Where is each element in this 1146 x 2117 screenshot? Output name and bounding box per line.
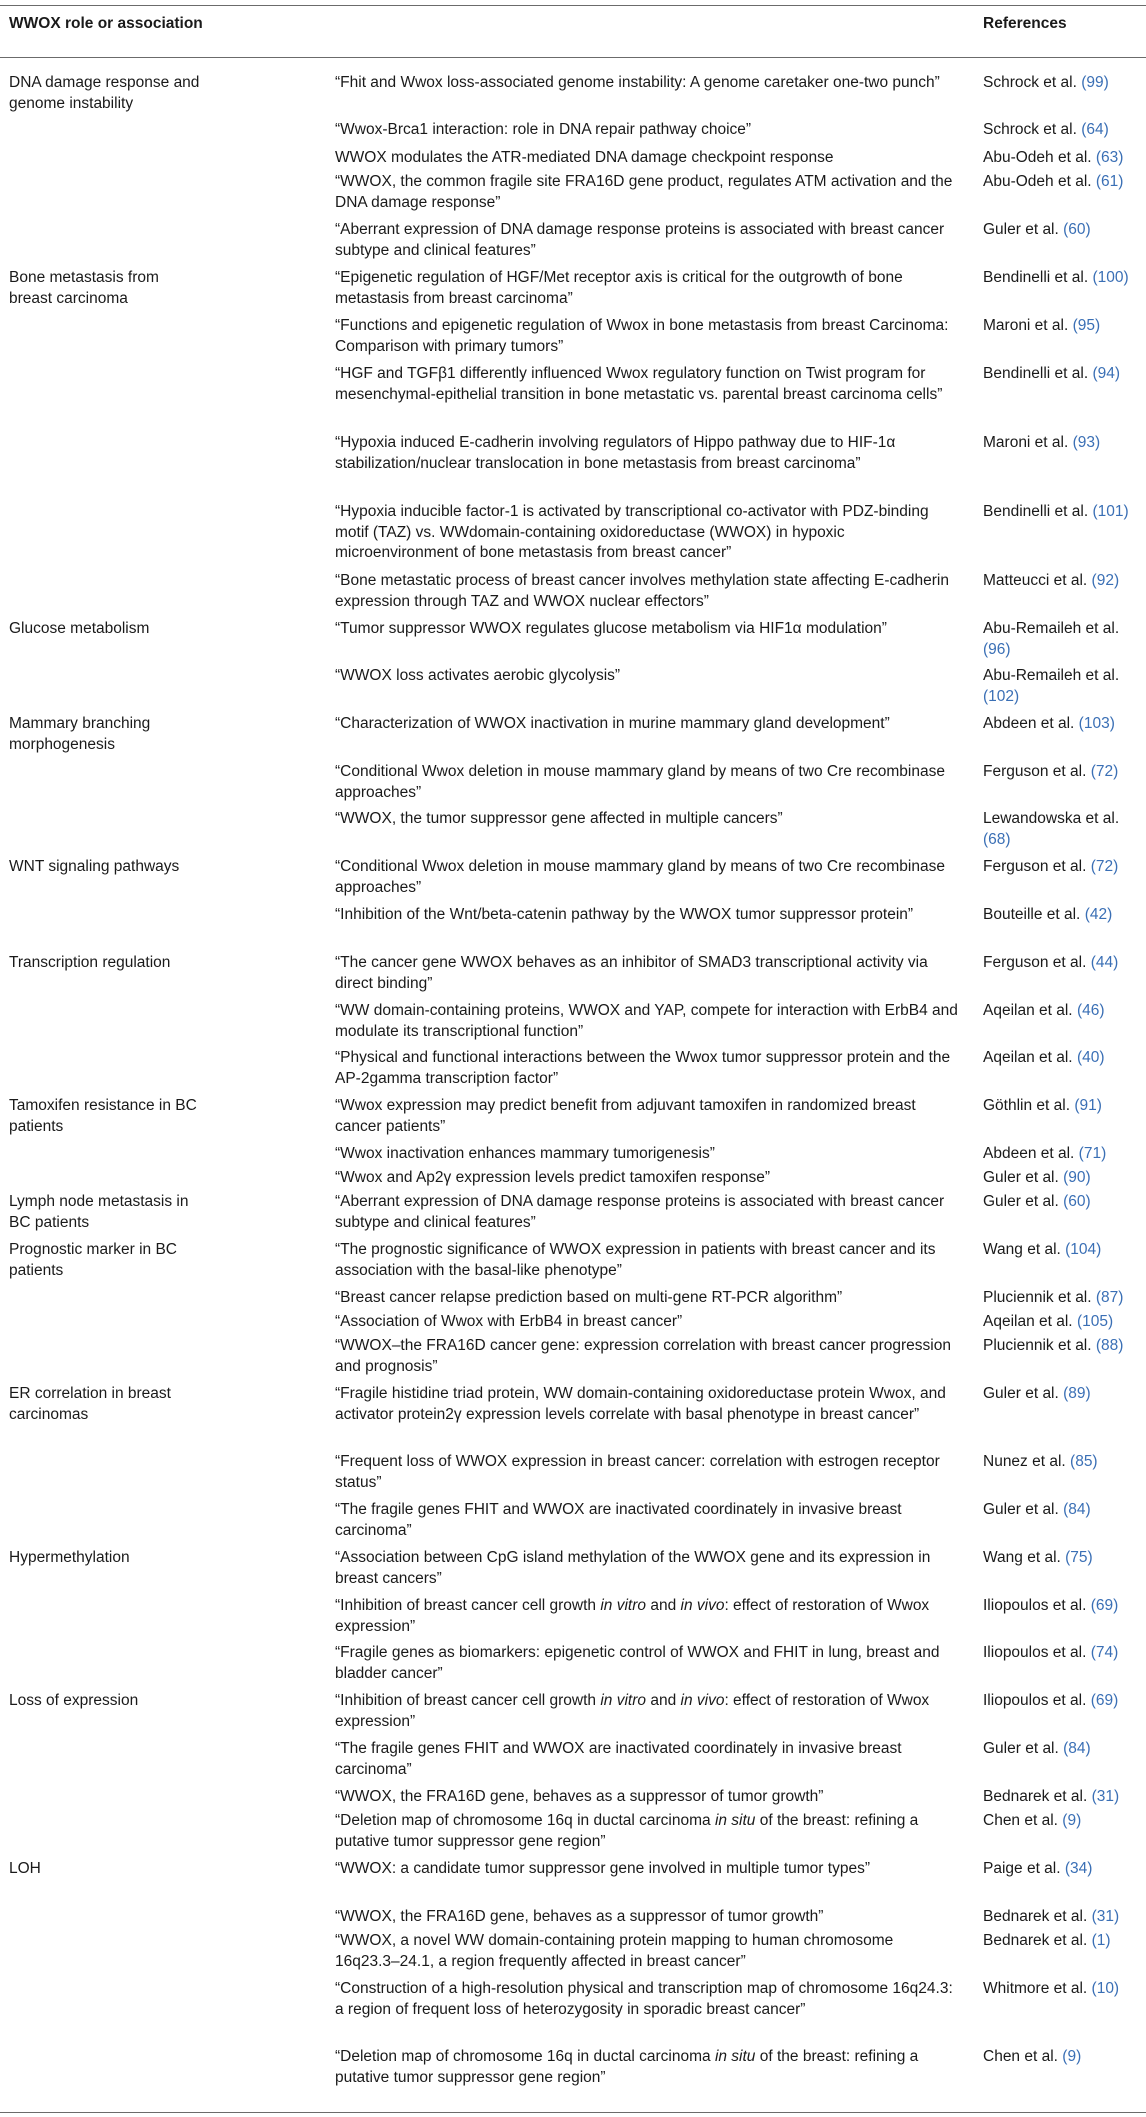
title-cell: “Association of Wwox with ErbB4 in breast cancer” — [335, 1313, 683, 1330]
title-cell: “The prognostic significance of WWOX expression in patients with breast cancer and its association with the basal-like phenotype” — [335, 1241, 936, 1279]
title-cell: “Epigenetic regulation of HGF/Met receptor axis is critical for the outgrowth of bone metastasis from breast carcinoma” — [335, 269, 903, 307]
title-cell: “Bone metastatic process of breast cancer involves methylation state affecting E-cadherin expression through TAZ and WWOX nuclear effectors” — [335, 572, 949, 610]
reference-link[interactable]: (93) — [1072, 434, 1101, 451]
title-cell: “Inhibition of breast cancer cell growth in vitro and in vivo: effect of restoration of Wwox expression” — [335, 1692, 930, 1730]
reference-cell: Abdeen et al. (103) — [983, 715, 1115, 732]
reference-cell: Pluciennik et al. (88) — [983, 1337, 1124, 1354]
reference-link[interactable]: (63) — [1095, 149, 1124, 166]
reference-cell: Schrock et al. (99) — [983, 74, 1109, 91]
title-cell: “Aberrant expression of DNA damage response proteins is associated with breast cancer subtype and clinical features” — [335, 1193, 945, 1231]
reference-link[interactable]: (40) — [1076, 1049, 1105, 1066]
title-cell: “WWOX–the FRA16D cancer gene: expression correlation with breast cancer progression and prognosis” — [335, 1337, 951, 1375]
reference-link[interactable]: (84) — [1063, 1501, 1091, 1518]
reference-link[interactable]: (87) — [1095, 1289, 1124, 1306]
reference-cell: Schrock et al. (64) — [983, 121, 1109, 138]
role-cell: Lymph node metastasis in BC patients — [9, 1193, 189, 1231]
title-cell: “WWOX, the tumor suppressor gene affected in multiple cancers” — [335, 810, 783, 827]
role-cell: ER correlation in breast carcinomas — [9, 1385, 171, 1423]
title-cell: “Fhit and Wwox loss-associated genome instability: A genome caretaker one-two punch” — [335, 74, 940, 91]
title-cell: “Physical and functional interactions between the Wwox tumor suppressor protein and the AP-2gamma transcription factor” — [335, 1049, 951, 1087]
reference-link[interactable]: (34) — [1064, 1860, 1093, 1877]
reference-cell: Pluciennik et al. (87) — [983, 1289, 1124, 1306]
reference-cell: Guler et al. (84) — [983, 1740, 1091, 1757]
title-cell: “Inhibition of the Wnt/beta-catenin pathway by the WWOX tumor suppressor protein” — [335, 906, 914, 923]
reference-link[interactable]: (72) — [1090, 763, 1119, 780]
reference-cell: Ferguson et al. (72) — [983, 763, 1119, 780]
reference-cell: Abu-Odeh et al. (61) — [983, 173, 1124, 190]
reference-link[interactable]: (71) — [1078, 1145, 1107, 1162]
reference-cell: Wang et al. (104) — [983, 1241, 1102, 1258]
reference-link[interactable]: (1) — [1091, 1932, 1111, 1949]
reference-link[interactable]: (9) — [1062, 1812, 1082, 1829]
reference-link[interactable]: (46) — [1076, 1002, 1105, 1019]
reference-link[interactable]: (31) — [1091, 1908, 1120, 1925]
title-cell: “WWOX, a novel WW domain-containing protein mapping to human chromosome 16q23.3–24.1, a region frequently affected in breast cancer” — [335, 1932, 894, 1970]
reference-link[interactable]: (69) — [1090, 1597, 1119, 1614]
title-cell: “WWOX, the FRA16D gene, behaves as a suppressor of tumor growth” — [335, 1908, 824, 1925]
reference-cell: Bouteille et al. (42) — [983, 906, 1113, 923]
reference-link[interactable]: (90) — [1063, 1169, 1091, 1186]
title-cell: “Functions and epigenetic regulation of Wwox in bone metastasis from breast Carcinoma: Comparison with primary tumors” — [335, 317, 949, 355]
reference-cell: Abu-Remaileh et al. (102) — [983, 667, 1120, 705]
title-cell: “Characterization of WWOX inactivation in murine mammary gland development” — [335, 715, 890, 732]
reference-link[interactable]: (68) — [983, 830, 1011, 848]
title-cell: “Hypoxia inducible factor-1 is activated by transcriptional co-activator with PDZ-binding motif (TAZ) vs. WWdomain-containing oxidoreductase (WWOX) in hypoxic microenvironment of bone metastasis from breast cancer” — [335, 503, 929, 561]
column-header-references: References — [983, 15, 1067, 32]
reference-cell: Guler et al. (89) — [983, 1385, 1091, 1402]
reference-link[interactable]: (31) — [1091, 1788, 1120, 1805]
reference-link[interactable]: (64) — [1081, 121, 1109, 138]
reference-link[interactable]: (105) — [1076, 1313, 1114, 1330]
role-cell: Loss of expression — [9, 1692, 139, 1709]
reference-link[interactable]: (89) — [1063, 1385, 1091, 1402]
reference-link[interactable]: (91) — [1074, 1097, 1102, 1114]
reference-cell: Bednarek et al. (31) — [983, 1908, 1120, 1925]
title-cell: “HGF and TGFβ1 differently influenced Wwox regulatory function on Twist program for mesenchymal-epithelial transition in bone metastatic vs. parental breast carcinoma cells” — [335, 365, 943, 403]
reference-cell: Bendinelli et al. (94) — [983, 365, 1121, 382]
reference-cell: Guler et al. (84) — [983, 1501, 1091, 1518]
reference-cell: Whitmore et al. (10) — [983, 1980, 1120, 1997]
reference-link[interactable]: (60) — [1063, 221, 1091, 238]
reference-link[interactable]: (9) — [1062, 2048, 1082, 2065]
reference-cell: Bendinelli et al. (101) — [983, 503, 1129, 520]
reference-cell: Aqeilan et al. (40) — [983, 1049, 1105, 1066]
reference-link[interactable]: (96) — [983, 640, 1011, 658]
title-cell: “Association between CpG island methylation of the WWOX gene and its expression in breast cancers” — [335, 1549, 931, 1587]
reference-link[interactable]: (103) — [1078, 715, 1115, 732]
reference-link[interactable]: (10) — [1091, 1980, 1120, 1997]
reference-cell: Göthlin et al. (91) — [983, 1097, 1102, 1114]
reference-cell: Guler et al. (60) — [983, 1193, 1091, 1210]
reference-cell: Chen et al. (9) — [983, 1812, 1082, 1829]
title-cell: “Wwox expression may predict benefit from adjuvant tamoxifen in randomized breast cancer patients” — [335, 1097, 916, 1135]
header-rule — [0, 57, 1146, 58]
title-cell: “WWOX, the common fragile site FRA16D gene product, regulates ATM activation and the DNA damage response” — [335, 173, 953, 211]
reference-cell: Aqeilan et al. (105) — [983, 1313, 1114, 1330]
reference-link[interactable]: (92) — [1091, 572, 1120, 589]
reference-cell: Bednarek et al. (31) — [983, 1788, 1120, 1805]
title-cell: “Fragile histidine triad protein, WW domain-containing oxidoreductase protein Wwox, and activator protein2γ expression levels correlate with basal phenotype in breast cancer” — [335, 1385, 946, 1423]
reference-cell: Aqeilan et al. (46) — [983, 1002, 1105, 1019]
reference-cell: Ferguson et al. (44) — [983, 954, 1119, 971]
reference-cell: Bendinelli et al. (100) — [983, 269, 1129, 286]
reference-link[interactable]: (99) — [1081, 74, 1109, 91]
title-cell: “WWOX: a candidate tumor suppressor gene involved in multiple tumor types” — [335, 1860, 870, 1877]
role-cell: WNT signaling pathways — [9, 858, 180, 875]
title-cell: “WWOX loss activates aerobic glycolysis” — [335, 667, 621, 684]
title-cell: “The fragile genes FHIT and WWOX are inactivated coordinately in invasive breast carcinoma” — [335, 1740, 902, 1778]
title-cell: “WW domain-containing proteins, WWOX and YAP, compete for interaction with ErbB4 and modulate its transcriptional function” — [335, 1002, 958, 1040]
table-bottom-rule — [0, 2112, 1146, 2113]
reference-cell: Matteucci et al. (92) — [983, 572, 1120, 589]
role-cell: DNA damage response and genome instability — [9, 74, 200, 112]
reference-cell: Iliopoulos et al. (69) — [983, 1692, 1119, 1709]
reference-link[interactable]: (100) — [1092, 269, 1129, 286]
reference-link[interactable]: (74) — [1090, 1644, 1119, 1661]
reference-cell: Bednarek et al. (1) — [983, 1932, 1111, 1949]
reference-cell: Iliopoulos et al. (74) — [983, 1644, 1119, 1661]
reference-cell: Maroni et al. (93) — [983, 434, 1101, 451]
role-cell: Bone metastasis from breast carcinoma — [9, 269, 159, 307]
role-cell: Mammary branching morphogenesis — [9, 715, 151, 753]
title-cell: “Aberrant expression of DNA damage response proteins is associated with breast cancer subtype and clinical features” — [335, 221, 945, 259]
reference-link[interactable]: (84) — [1063, 1740, 1091, 1757]
title-cell: WWOX modulates the ATR-mediated DNA damage checkpoint response — [335, 149, 834, 166]
reference-link[interactable]: (95) — [1072, 317, 1101, 334]
title-cell: “The fragile genes FHIT and WWOX are inactivated coordinately in invasive breast carcinoma” — [335, 1501, 902, 1539]
title-cell: “Deletion map of chromosome 16q in ductal carcinoma in situ of the breast: refining a putative tumor suppressor gene region” — [335, 1812, 919, 1850]
title-cell: “Breast cancer relapse prediction based on multi-gene RT-PCR algorithm” — [335, 1289, 843, 1306]
title-cell: “Conditional Wwox deletion in mouse mammary gland by means of two Cre recombinase approaches” — [335, 858, 945, 896]
title-cell: “Conditional Wwox deletion in mouse mammary gland by means of two Cre recombinase approaches” — [335, 763, 945, 801]
title-cell: “Frequent loss of WWOX expression in breast cancer: correlation with estrogen receptor status” — [335, 1453, 940, 1491]
reference-link[interactable]: (75) — [1065, 1549, 1093, 1566]
reference-cell: Wang et al. (75) — [983, 1549, 1093, 1566]
role-cell: Prognostic marker in BC patients — [9, 1241, 177, 1279]
title-cell: “Fragile genes as biomarkers: epigenetic control of WWOX and FHIT in lung, breast and bladder cancer” — [335, 1644, 940, 1682]
role-cell: LOH — [9, 1860, 41, 1877]
title-cell: “Tumor suppressor WWOX regulates glucose metabolism via HIF1α modulation” — [335, 620, 887, 637]
reference-cell: Chen et al. (9) — [983, 2048, 1082, 2065]
title-cell: “Construction of a high-resolution physical and transcription map of chromosome 16q24.3: a region of frequent loss of heterozygosity in sporadic breast cancer” — [335, 1980, 953, 2018]
reference-cell: Paige et al. (34) — [983, 1860, 1093, 1877]
title-cell: “The cancer gene WWOX behaves as an inhibitor of SMAD3 transcriptional activity via direct binding” — [335, 954, 928, 992]
role-cell: Transcription regulation — [9, 954, 171, 971]
reference-link[interactable]: (61) — [1095, 173, 1124, 190]
reference-link[interactable]: (69) — [1090, 1692, 1119, 1709]
reference-link[interactable]: (104) — [1065, 1241, 1102, 1258]
title-cell: “Deletion map of chromosome 16q in ductal carcinoma in situ of the breast: refining a putative tumor suppressor gene region” — [335, 2048, 919, 2086]
reference-link[interactable]: (85) — [1070, 1453, 1098, 1470]
reference-link[interactable]: (101) — [1092, 503, 1129, 520]
title-cell: “Wwox-Brca1 interaction: role in DNA repair pathway choice” — [335, 121, 752, 138]
reference-link[interactable]: (88) — [1095, 1337, 1124, 1354]
reference-link[interactable]: (44) — [1090, 954, 1119, 971]
reference-link[interactable]: (94) — [1092, 365, 1121, 382]
title-cell: “Hypoxia induced E-cadherin involving regulators of Hippo pathway due to HIF-1α stabilization/nuclear translocation in bone metastasis from breast carcinoma” — [335, 434, 896, 472]
title-cell: “Wwox and Ap2γ expression levels predict tamoxifen response” — [335, 1169, 771, 1186]
reference-cell: Iliopoulos et al. (69) — [983, 1597, 1119, 1614]
role-cell: Glucose metabolism — [9, 620, 150, 637]
title-cell: “Inhibition of breast cancer cell growth in vitro and in vivo: effect of restoration of Wwox expression” — [335, 1597, 930, 1635]
reference-cell: Ferguson et al. (72) — [983, 858, 1119, 875]
reference-link[interactable]: (60) — [1063, 1193, 1091, 1210]
role-cell: Tamoxifen resistance in BC patients — [9, 1097, 197, 1135]
reference-cell: Guler et al. (60) — [983, 221, 1091, 238]
table-top-rule — [0, 5, 1146, 6]
title-cell: “WWOX, the FRA16D gene, behaves as a suppressor of tumor growth” — [335, 1788, 824, 1805]
reference-cell: Abu-Odeh et al. (63) — [983, 149, 1124, 166]
reference-cell: Lewandowska et al. (68) — [983, 810, 1120, 848]
reference-cell: Nunez et al. (85) — [983, 1453, 1098, 1470]
reference-cell: Abdeen et al. (71) — [983, 1145, 1107, 1162]
reference-link[interactable]: (102) — [983, 687, 1020, 705]
reference-cell: Guler et al. (90) — [983, 1169, 1091, 1186]
role-cell: Hypermethylation — [9, 1549, 130, 1566]
reference-cell: Abu-Remaileh et al. (96) — [983, 620, 1120, 658]
title-cell: “Wwox inactivation enhances mammary tumorigenesis” — [335, 1145, 715, 1162]
reference-link[interactable]: (42) — [1084, 906, 1113, 923]
reference-cell: Maroni et al. (95) — [983, 317, 1101, 334]
column-header-role: WWOX role or association — [9, 15, 203, 32]
reference-link[interactable]: (72) — [1090, 858, 1119, 875]
